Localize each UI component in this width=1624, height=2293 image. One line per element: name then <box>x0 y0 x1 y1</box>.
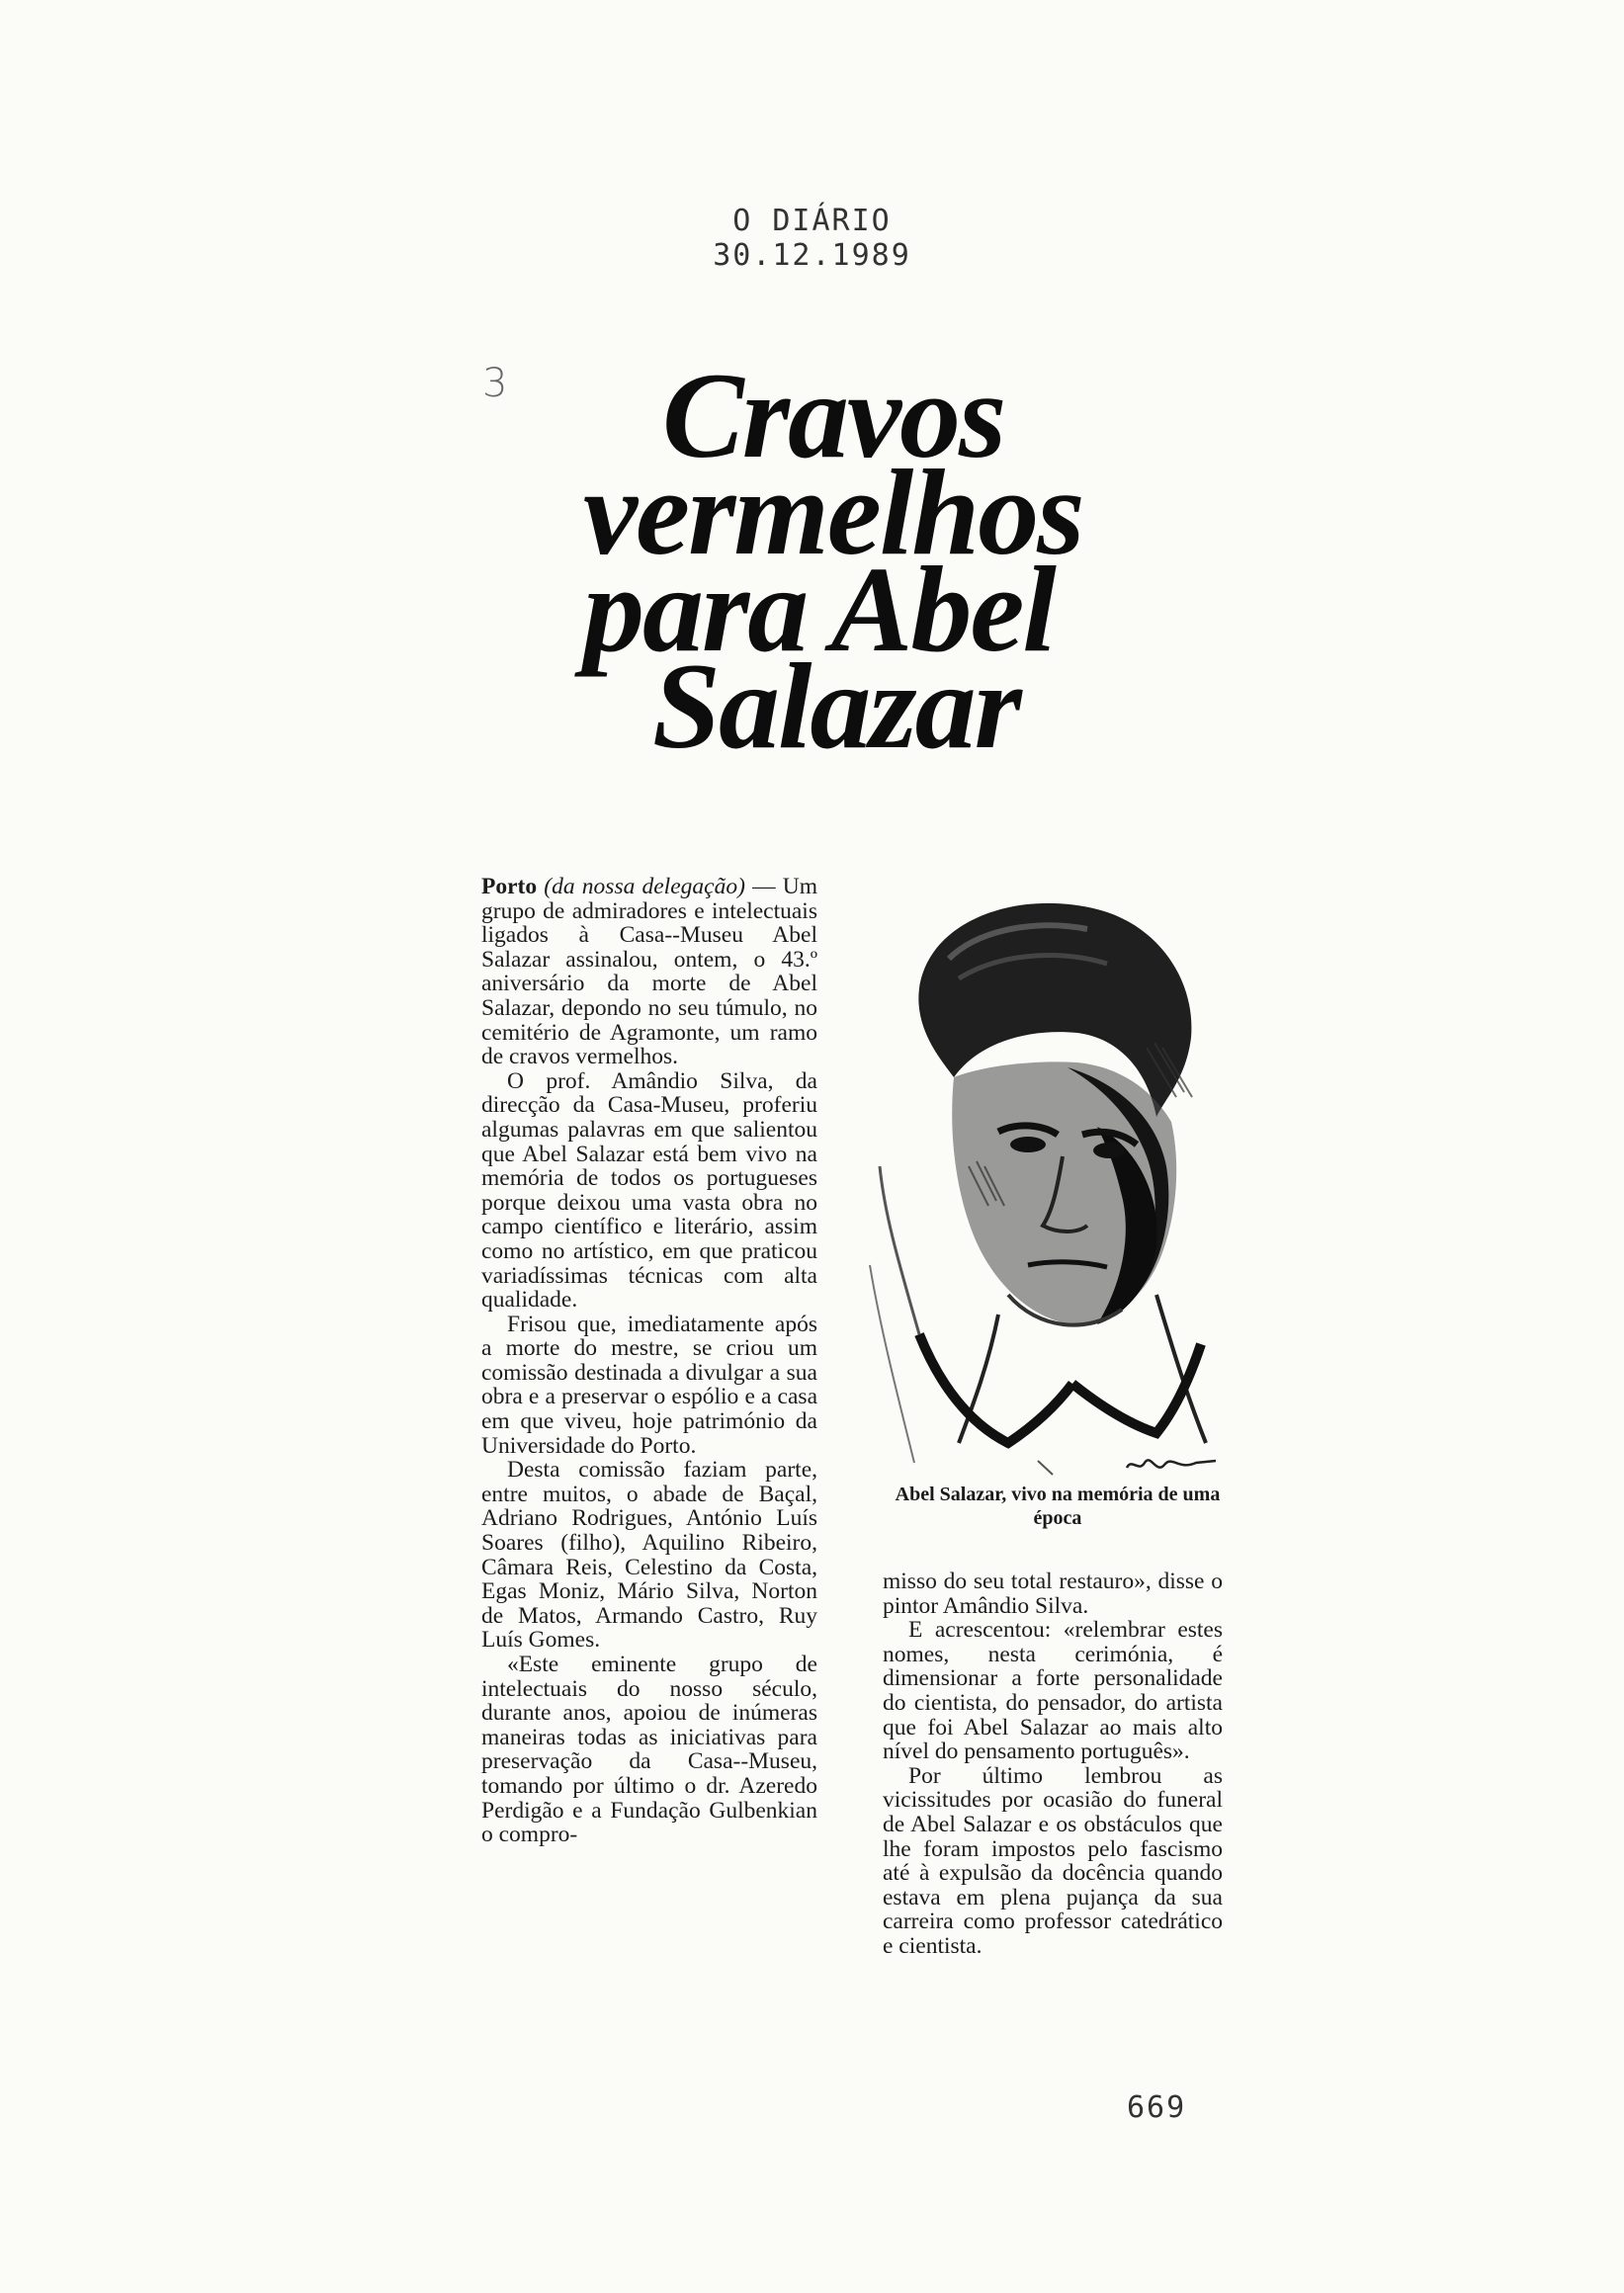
article-column-2 <box>883 1570 1223 1959</box>
portrait-drawing <box>860 870 1236 1502</box>
lead-paragraph <box>481 875 817 1069</box>
margin-mark: 3 <box>482 361 508 406</box>
article-column-1 <box>481 875 817 1847</box>
paragraph-7: E acrescentou: «relembrar estes nomes, nesta cerimónia, é dimensionar a forte personalidade do cientista, do pensador, do artista que foi Abel Salazar ao mais alto nível do pensamento português». <box>883 1617 1223 1765</box>
paragraph-8: Por último lembrou as vicissitudes por ocasião do funeral de Abel Salazar e os obstáculos que lhe foram impostos pelo fascismo até à expulsão da docência quando estava em plena pujança da sua carreira como professor catedrático e cientista. <box>883 1762 1223 1959</box>
headline-line-3: para Abel <box>583 542 1055 677</box>
dateline-source: (da nossa delegação) <box>544 874 745 899</box>
paragraph-4: Desta comissão faziam parte, entre muitos, o abade de Baçal, Adriano Rodrigues, António Luís Soares (filho), Aquilino Ribeiro, Câmara Reis, Celestino da Costa, Egas Moniz, Mário Silva, Norton de Matos, Armando Castro, Ruy Luís Gomes. <box>481 1457 817 1654</box>
paragraph-6: misso do seu total restauro», disse o pintor Amândio Silva. <box>883 1569 1223 1619</box>
page-number: 669 <box>1127 2090 1187 2125</box>
paragraph-3: Frisou que, imediatamente após a morte do mestre, se criou um comissão destinada a divulgar a sua obra e a preservar o espólio e a casa em que viveu, hoje património da Universidade do Porto. <box>481 1311 817 1459</box>
headline-line-2: vermelhos <box>583 445 1083 580</box>
headline-line-1: Cravos <box>662 348 1005 483</box>
date-stamp: 30.12.1989 <box>713 238 911 273</box>
headline-line-4: Salazar <box>652 638 1020 774</box>
paragraph-5: «Este eminente grupo de intelectuais do nosso século, durante anos, apoiou de inúmeras maneiras todas as iniciativas para preservação da Casa--Museu, tomando por último o dr. Azeredo Perdigão e a Fundação Gulbenkian o compro- <box>481 1652 817 1848</box>
dateline-place: Porto <box>481 874 538 899</box>
publication-stamp: O DIÁRIO <box>732 204 892 238</box>
paragraph-1: — Um grupo de admiradores e intelectuais ligados à Casa--Museu Abel Salazar assinalou, ontem, o 43.º aniversário da morte de Abel Salazar, depondo no seu túmulo, no cemitério de Agramonte, um ramo de cravos vermelhos. <box>481 874 817 1070</box>
paragraph-2: O prof. Amândio Silva, da direcção da Casa-Museu, proferiu algumas palavras em que salientou que Abel Salazar está bem vivo na memória de todos os portugueses porque deixou uma vasta obra no campo científico e literário, assim como no artístico, em que praticou variadíssimas técnicas com alta qualidade. <box>481 1067 817 1314</box>
photo-caption: Abel Salazar, vivo na memória de uma época <box>895 1484 1221 1529</box>
